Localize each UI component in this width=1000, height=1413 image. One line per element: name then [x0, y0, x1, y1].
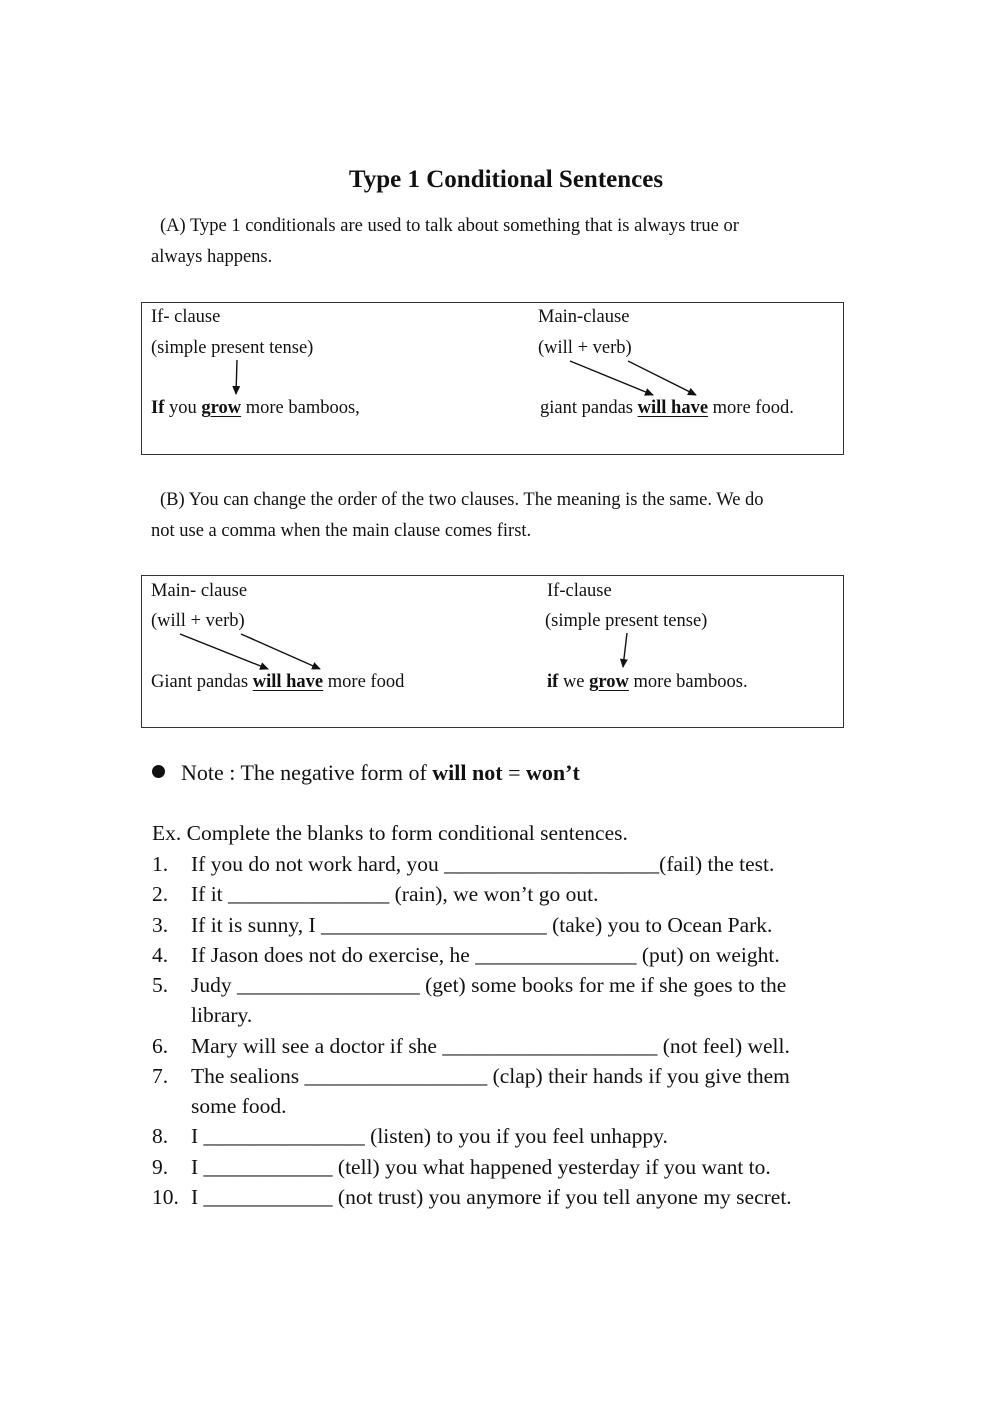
keyword-if: If: [151, 398, 165, 418]
keyword-grow: grow: [201, 398, 242, 418]
item-text-continued: library.: [191, 1003, 253, 1027]
item-number: 5.: [152, 973, 169, 997]
box-b-if-clause-tense: (simple present tense): [545, 611, 708, 631]
item-text: If Jason does not do exercise, he _______________ (put) on weight.: [191, 943, 780, 967]
item-text: I ____________ (tell) you what happened yesterday if you want to.: [191, 1155, 771, 1179]
arrow-box-b-will-to-will: [180, 634, 268, 669]
item-text: If it is sunny, I _____________________ (take) you to Ocean Park.: [191, 913, 773, 937]
arrow-box-b-tense-to-grow: [623, 633, 627, 667]
keyword-if: if: [547, 672, 559, 692]
item-number: 10.: [152, 1185, 179, 1209]
page-title: Type 1 Conditional Sentences: [348, 166, 664, 193]
box-b-if-clause-heading: If-clause: [547, 581, 612, 601]
arrow-box-a-verb-to-have: [628, 361, 696, 395]
item-number: 2.: [152, 882, 169, 906]
section-b-line-2: not use a comma when the main clause comes first.: [151, 521, 532, 541]
arrow-box-b-verb-to-have: [241, 634, 320, 669]
arrow-box-a-tense-to-grow: [236, 360, 237, 394]
exercise-heading: Ex. Complete the blanks to form conditional sentences.: [152, 821, 628, 845]
box-a-main-clause-heading: Main-clause: [538, 307, 630, 327]
box-a-if-clause-example: If you grow more bamboos,: [151, 398, 360, 418]
box-a-if-clause-heading: If- clause: [151, 307, 221, 327]
item-text: If you do not work hard, you ____________________(fail) the test.: [191, 852, 775, 876]
box-b-if-clause-example: if we grow more bamboos.: [547, 672, 748, 692]
keyword-will-have: will have: [637, 398, 709, 418]
item-number: 8.: [152, 1124, 169, 1148]
item-number: 7.: [152, 1064, 169, 1088]
bullet-icon: [152, 765, 165, 778]
item-text: The sealions _________________ (clap) their hands if you give them: [191, 1064, 790, 1088]
item-number: 6.: [152, 1034, 169, 1058]
box-a-main-clause-form: (will + verb): [538, 338, 632, 358]
section-a-line-1: (A) Type 1 conditionals are used to talk about something that is always true or: [160, 216, 739, 236]
item-text: If it _______________ (rain), we won’t go out.: [191, 882, 599, 906]
section-a-line-2: always happens.: [151, 247, 273, 267]
item-text-continued: some food.: [191, 1094, 287, 1118]
box-b-main-clause-heading: Main- clause: [151, 581, 248, 601]
keyword-will-have: will have: [252, 672, 324, 692]
box-b-main-clause-form: (will + verb): [151, 611, 245, 631]
box-b-main-clause-example: Giant pandas will have more food: [151, 672, 405, 692]
box-a-main-clause-example: giant pandas will have more food.: [540, 398, 794, 418]
negative-form-note: Note : The negative form of will not = won’t: [152, 760, 580, 786]
item-text: Judy _________________ (get) some books for me if she goes to the: [191, 973, 787, 997]
item-text: Mary will see a doctor if she ____________________ (not feel) well.: [191, 1034, 790, 1058]
arrow-box-a-will-to-will: [570, 361, 653, 395]
item-number: 3.: [152, 913, 169, 937]
keyword-grow: grow: [589, 672, 629, 692]
item-number: 9.: [152, 1155, 169, 1179]
box-a-if-clause-tense: (simple present tense): [151, 338, 314, 358]
section-b-line-1: (B) You can change the order of the two clauses. The meaning is the same. We do: [160, 490, 764, 510]
item-text: I ____________ (not trust) you anymore if you tell anyone my secret.: [191, 1185, 792, 1209]
item-number: 1.: [152, 852, 169, 876]
item-number: 4.: [152, 943, 169, 967]
item-text: I _______________ (listen) to you if you feel unhappy.: [191, 1124, 668, 1148]
